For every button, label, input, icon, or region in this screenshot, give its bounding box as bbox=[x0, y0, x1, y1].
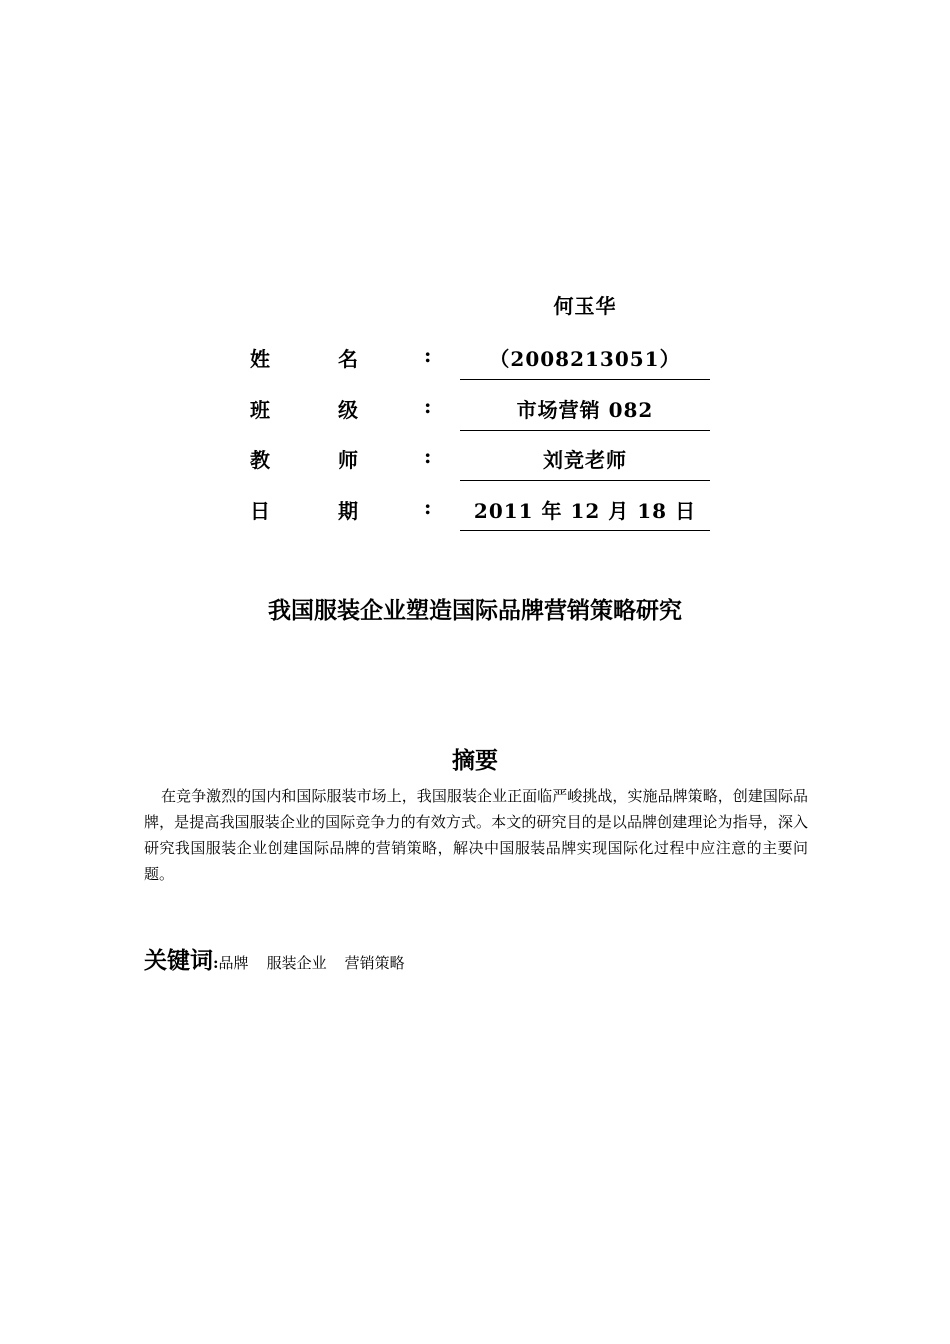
keywords-line bbox=[144, 942, 423, 975]
row-label-second-char: 名 bbox=[338, 347, 358, 371]
row-colon: : bbox=[424, 444, 432, 468]
row-label-first-char: 日 bbox=[250, 499, 270, 523]
paper-title: 我国服装企业塑造国际品牌营销策略研究 bbox=[268, 598, 682, 624]
row-underline bbox=[460, 480, 710, 481]
keywords-label: 关键词 bbox=[144, 948, 213, 974]
row-colon: : bbox=[424, 394, 432, 418]
row-colon: : bbox=[424, 343, 432, 367]
keyword-item: 营销策略 bbox=[344, 954, 405, 972]
student-name: 何玉华 bbox=[553, 294, 617, 318]
row-label-first-char: 教 bbox=[250, 448, 270, 472]
keyword-item: 服装企业 bbox=[266, 954, 327, 972]
row-label-second-char: 师 bbox=[338, 448, 358, 472]
row-underline bbox=[460, 430, 710, 431]
row-underline bbox=[460, 379, 710, 380]
row-label-second-char: 级 bbox=[338, 398, 358, 422]
info-row-teacher bbox=[0, 444, 950, 494]
abstract-heading: 摘要 bbox=[452, 748, 498, 774]
teacher-value: 刘竞老师 bbox=[543, 448, 627, 472]
date-value: 2011 年 12 月 18 日 bbox=[473, 499, 697, 523]
info-row-date bbox=[0, 495, 950, 545]
info-row-class bbox=[0, 394, 950, 444]
keywords-colon: : bbox=[213, 954, 219, 972]
row-underline bbox=[460, 530, 710, 531]
row-label-second-char: 期 bbox=[338, 499, 358, 523]
class-value: 市场营销 082 bbox=[516, 398, 654, 422]
keyword-item: 品牌 bbox=[218, 954, 249, 972]
info-row-name bbox=[0, 343, 950, 393]
row-label-first-char: 班 bbox=[250, 398, 270, 422]
row-colon: : bbox=[424, 495, 432, 519]
keywords-list bbox=[219, 954, 423, 972]
row-label-first-char: 姓 bbox=[250, 347, 270, 371]
abstract-body: 在竞争激烈的国内和国际服装市场上，我国服装企业正面临严峻挑战，实施品牌策略，创建国际品牌，是提高我国服装企业的国际竞争力的有效方式。本文的研究目的是以品牌创建理论为指导，深入研究我国服装企业创建国际品牌的营销策略，解决中国服装品牌实现国际化过程中应注意的主要问题。 bbox=[144, 787, 808, 883]
student-id-value: （2008213051） bbox=[489, 347, 681, 371]
